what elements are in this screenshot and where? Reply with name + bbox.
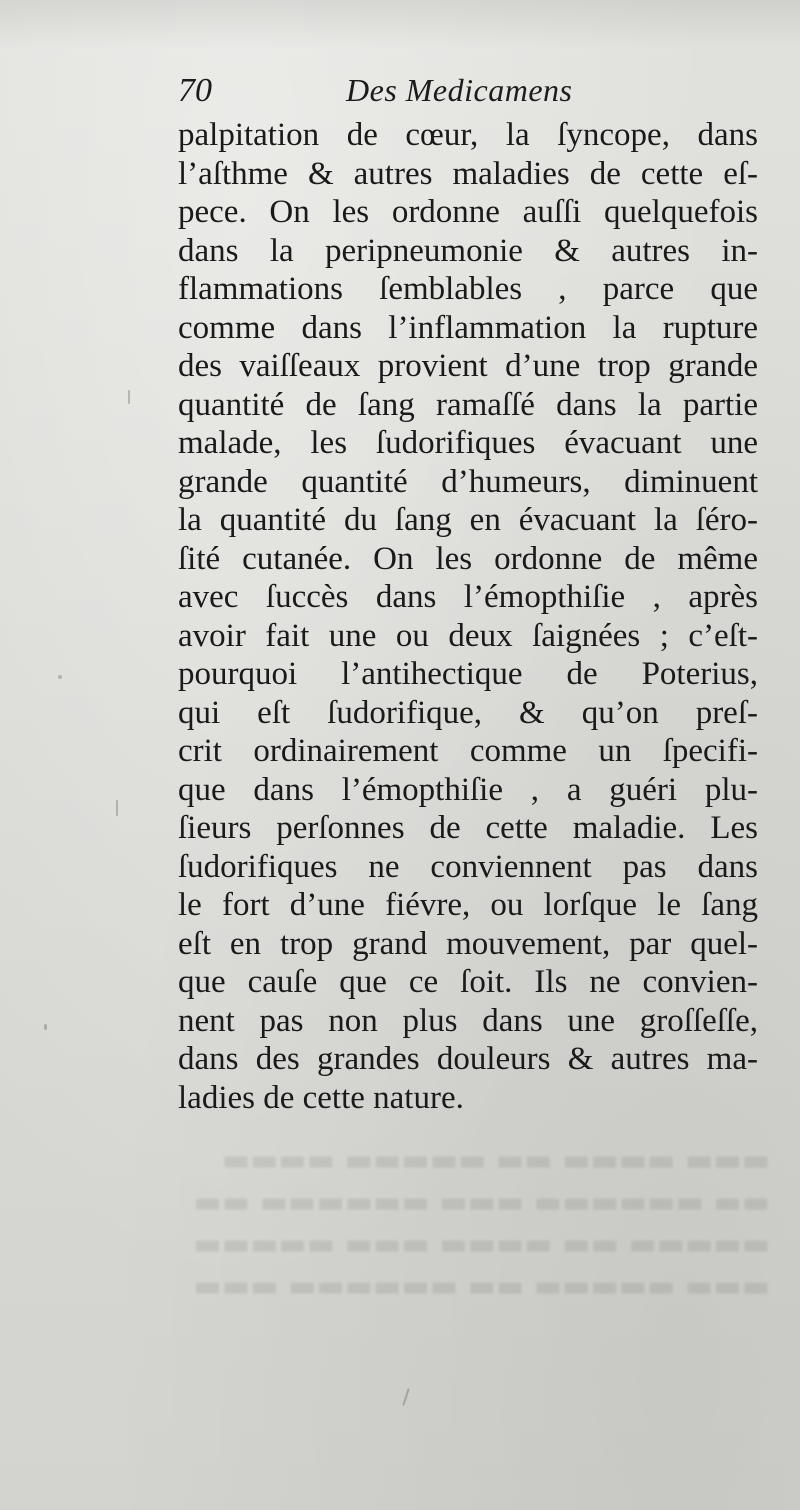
page-header — [178, 70, 758, 120]
text-line: eſt en trop grand mouvement, par quel- — [178, 925, 758, 962]
text-line: des vaiſſeaux provient d’une trop grande — [178, 348, 758, 384]
page-number: 70 — [178, 72, 212, 109]
ink-speck — [58, 675, 62, 679]
text-line: malade, les ſudorifiques évacuant une — [178, 425, 758, 461]
text-line: le fort d’une fiévre, ou lorſque le ſang — [178, 887, 758, 923]
show-through-bleed: ▬▬▬ ▬▬▬▬ ▬▬ ▬▬▬▬▬ ▬▬▬▬ ▬▬ ▬▬▬▬▬▬ ▬▬▬ ▬▬▬▬▬▬ ▬▬ ▬▬▬▬▬ ▬▬ ▬▬▬▬ ▬▬▬ ▬▬▬▬▬ ▬▬▬ ▬▬▬▬▬ ▬▬ ▬▬▬▬▬▬ ▬▬▬ — [193, 1143, 770, 1304]
text-line: palpitation de cœur, la ſyncope, dans — [178, 117, 758, 153]
text-line: avoir fait une ou deux ſaignées ; c’eſt- — [178, 617, 758, 654]
running-head: Des Medicamens — [346, 72, 573, 108]
text-line: avec ſuccès dans l’émopthiſie , après — [178, 579, 758, 615]
text-line: grande quantité d’humeurs, diminuent — [178, 463, 758, 500]
text-line: ſité cutanée. On les ordonne de même — [178, 540, 758, 577]
ink-speck — [128, 390, 130, 404]
ink-speck — [402, 1388, 409, 1406]
text-line: ſieurs perſonnes de cette maladie. Les — [178, 810, 758, 846]
text-line: dans la peripneumonie & autres in- — [178, 232, 758, 269]
text-line: la quantité du ſang en évacuant la ſéro- — [178, 502, 758, 538]
text-line: comme dans l’inflammation la rupture — [178, 309, 758, 346]
text-line: dans des grandes douleurs & autres ma- — [178, 1041, 758, 1077]
text-line: que dans l’émopthiſie , a guéri plu- — [178, 771, 758, 808]
text-line: quantité de ſang ramaſſé dans la partie — [178, 386, 758, 423]
ink-speck — [116, 800, 118, 816]
text-line: l’aſthme & autres maladies de cette eſ- — [178, 155, 758, 192]
text-line: pece. On les ordonne auſſi quelquefois — [178, 194, 758, 230]
text-line: qui eſt ſudorifique, & qu’on preſ- — [178, 694, 758, 731]
text-line: flammations ſemblables , parce que — [178, 271, 758, 307]
page-shadow — [0, 0, 800, 50]
body-text — [178, 116, 758, 1117]
text-line: ladies de cette nature. — [178, 1079, 464, 1116]
text-line: nent pas non plus dans une groſſeſſe, — [178, 1002, 758, 1039]
text-line: ſudorifiques ne conviennent pas dans — [178, 848, 758, 885]
text-line: que cauſe que ce ſoit. Ils ne convien- — [178, 964, 758, 1000]
text-line: crit ordinairement comme un ſpecifi- — [178, 733, 758, 769]
text-line: pourquoi l’antihectique de Poterius, — [178, 656, 758, 692]
ink-speck — [44, 1024, 47, 1030]
